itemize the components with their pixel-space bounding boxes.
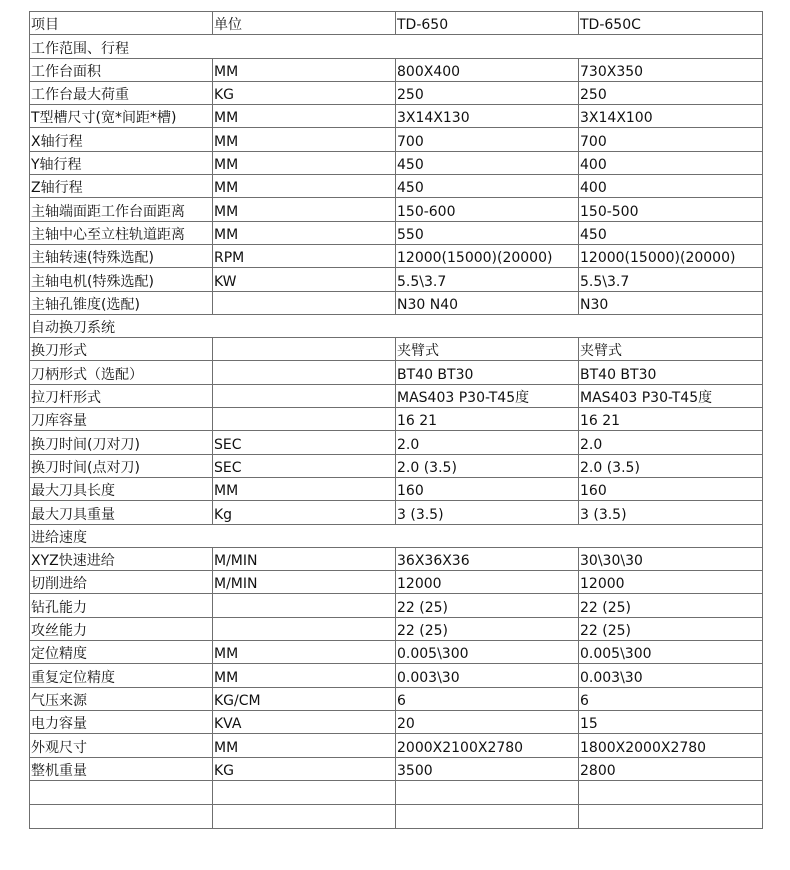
row-value-b: 400 xyxy=(579,151,763,174)
table-row xyxy=(30,687,763,710)
row-value-a: MAS403 P30-T45度 xyxy=(396,384,579,407)
row-value-a: 250 xyxy=(396,81,579,104)
row-unit: MM xyxy=(213,477,396,500)
row-value-a: 36X36X36 xyxy=(396,547,579,570)
blank-cell xyxy=(213,804,396,828)
blank-cell xyxy=(396,804,579,828)
header-model-a: TD-650 xyxy=(396,12,579,35)
row-item: 主轴转速(特殊选配) xyxy=(30,244,213,267)
table-row xyxy=(30,151,763,174)
row-item: 换刀时间(点对刀) xyxy=(30,454,213,477)
row-unit xyxy=(213,384,396,407)
row-value-a: 450 xyxy=(396,151,579,174)
row-unit: Kg xyxy=(213,501,396,524)
row-value-b: 250 xyxy=(579,81,763,104)
row-value-a: 3500 xyxy=(396,757,579,780)
blank-cell xyxy=(30,780,213,804)
row-value-a: 22 (25) xyxy=(396,594,579,617)
row-unit xyxy=(213,617,396,640)
row-value-a: 3 (3.5) xyxy=(396,501,579,524)
row-unit: MM xyxy=(213,151,396,174)
table-row xyxy=(30,734,763,757)
row-item: 最大刀具重量 xyxy=(30,501,213,524)
section-title: 工作范围、行程 xyxy=(30,35,763,58)
blank-cell xyxy=(30,804,213,828)
table-row xyxy=(30,710,763,733)
section-row xyxy=(30,314,763,337)
row-item: Y轴行程 xyxy=(30,151,213,174)
row-value-a: 2.0 xyxy=(396,431,579,454)
row-item: 主轴中心至立柱轨道距离 xyxy=(30,221,213,244)
row-unit: KVA xyxy=(213,710,396,733)
row-value-b: 22 (25) xyxy=(579,594,763,617)
row-value-a: N30 N40 xyxy=(396,291,579,314)
row-value-a: 700 xyxy=(396,128,579,151)
row-value-a: 3X14X130 xyxy=(396,105,579,128)
table-row xyxy=(30,757,763,780)
row-unit: MM xyxy=(213,105,396,128)
row-item: 工作台面积 xyxy=(30,58,213,81)
row-value-a: 12000(15000)(20000) xyxy=(396,244,579,267)
row-value-b: 2.0 (3.5) xyxy=(579,454,763,477)
row-item: 拉刀杆形式 xyxy=(30,384,213,407)
row-unit: SEC xyxy=(213,431,396,454)
row-unit: MM xyxy=(213,221,396,244)
row-value-a: BT40 BT30 xyxy=(396,361,579,384)
row-value-b: MAS403 P30-T45度 xyxy=(579,384,763,407)
section-row xyxy=(30,524,763,547)
table-row xyxy=(30,268,763,291)
row-value-b: 12000(15000)(20000) xyxy=(579,244,763,267)
row-value-b: 6 xyxy=(579,687,763,710)
row-unit xyxy=(213,291,396,314)
table-row xyxy=(30,58,763,81)
table-row xyxy=(30,454,763,477)
table-row xyxy=(30,244,763,267)
header-unit: 单位 xyxy=(213,12,396,35)
row-value-b: 700 xyxy=(579,128,763,151)
table-row xyxy=(30,198,763,221)
row-value-b: 0.005\300 xyxy=(579,641,763,664)
table-row xyxy=(30,431,763,454)
row-value-a: 2.0 (3.5) xyxy=(396,454,579,477)
row-item: 外观尺寸 xyxy=(30,734,213,757)
row-item: Z轴行程 xyxy=(30,175,213,198)
row-unit: MM xyxy=(213,175,396,198)
row-value-a: 150-600 xyxy=(396,198,579,221)
row-item: 定位精度 xyxy=(30,641,213,664)
table-row xyxy=(30,617,763,640)
table-row xyxy=(30,384,763,407)
blank-row xyxy=(30,804,763,828)
blank-cell xyxy=(213,780,396,804)
row-item: 换刀形式 xyxy=(30,338,213,361)
row-value-b: 450 xyxy=(579,221,763,244)
row-value-b: 160 xyxy=(579,477,763,500)
row-unit: MM xyxy=(213,664,396,687)
row-value-b: 3X14X100 xyxy=(579,105,763,128)
table-row xyxy=(30,361,763,384)
row-value-a: 2000X2100X2780 xyxy=(396,734,579,757)
row-unit: KW xyxy=(213,268,396,291)
row-unit: MM xyxy=(213,58,396,81)
row-value-a: 450 xyxy=(396,175,579,198)
row-item: 工作台最大荷重 xyxy=(30,81,213,104)
row-value-b: BT40 BT30 xyxy=(579,361,763,384)
table-row xyxy=(30,175,763,198)
row-unit: KG xyxy=(213,757,396,780)
row-value-b: 16 21 xyxy=(579,408,763,431)
row-value-b: 3 (3.5) xyxy=(579,501,763,524)
row-value-b: 0.003\30 xyxy=(579,664,763,687)
table-row xyxy=(30,664,763,687)
row-item: 刀柄形式（选配） xyxy=(30,361,213,384)
row-unit xyxy=(213,408,396,431)
table-row xyxy=(30,571,763,594)
row-item: 重复定位精度 xyxy=(30,664,213,687)
row-item: 电力容量 xyxy=(30,710,213,733)
table-row xyxy=(30,221,763,244)
row-unit xyxy=(213,361,396,384)
row-value-b: 夹臂式 xyxy=(579,338,763,361)
header-model-b: TD-650C xyxy=(579,12,763,35)
row-item: 整机重量 xyxy=(30,757,213,780)
row-unit: SEC xyxy=(213,454,396,477)
row-item: X轴行程 xyxy=(30,128,213,151)
row-unit xyxy=(213,338,396,361)
row-value-b: 150-500 xyxy=(579,198,763,221)
row-value-a: 550 xyxy=(396,221,579,244)
row-value-b: 30\30\30 xyxy=(579,547,763,570)
row-item: 最大刀具长度 xyxy=(30,477,213,500)
row-unit: M/MIN xyxy=(213,571,396,594)
table-row xyxy=(30,105,763,128)
blank-cell xyxy=(579,780,763,804)
row-item: 换刀时间(刀对刀) xyxy=(30,431,213,454)
spec-table xyxy=(29,11,763,829)
table-row xyxy=(30,594,763,617)
header-item: 项目 xyxy=(30,12,213,35)
table-row xyxy=(30,128,763,151)
row-unit: KG/CM xyxy=(213,687,396,710)
table-row xyxy=(30,501,763,524)
table-row xyxy=(30,547,763,570)
table-row xyxy=(30,408,763,431)
table-row xyxy=(30,81,763,104)
row-value-a: 6 xyxy=(396,687,579,710)
row-item: 主轴孔锥度(选配) xyxy=(30,291,213,314)
row-value-a: 22 (25) xyxy=(396,617,579,640)
row-item: T型槽尺寸(宽*间距*槽) xyxy=(30,105,213,128)
row-item: 主轴端面距工作台面距离 xyxy=(30,198,213,221)
row-value-a: 0.005\300 xyxy=(396,641,579,664)
row-unit: M/MIN xyxy=(213,547,396,570)
row-value-b: 22 (25) xyxy=(579,617,763,640)
section-title: 进给速度 xyxy=(30,524,763,547)
row-item: 攻丝能力 xyxy=(30,617,213,640)
row-value-a: 160 xyxy=(396,477,579,500)
row-item: 切削进给 xyxy=(30,571,213,594)
row-value-b: 1800X2000X2780 xyxy=(579,734,763,757)
row-value-b: 5.5\3.7 xyxy=(579,268,763,291)
row-item: 刀库容量 xyxy=(30,408,213,431)
table-row xyxy=(30,641,763,664)
row-value-b: 400 xyxy=(579,175,763,198)
section-row xyxy=(30,35,763,58)
row-item: 主轴电机(特殊选配) xyxy=(30,268,213,291)
table-row xyxy=(30,291,763,314)
row-value-a: 800X400 xyxy=(396,58,579,81)
row-value-a: 20 xyxy=(396,710,579,733)
row-value-b: 12000 xyxy=(579,571,763,594)
row-value-a: 0.003\30 xyxy=(396,664,579,687)
blank-row xyxy=(30,780,763,804)
header-row xyxy=(30,12,763,35)
row-unit: MM xyxy=(213,641,396,664)
row-item: 钻孔能力 xyxy=(30,594,213,617)
row-value-a: 5.5\3.7 xyxy=(396,268,579,291)
row-value-a: 16 21 xyxy=(396,408,579,431)
section-title: 自动换刀系统 xyxy=(30,314,763,337)
row-value-a: 夹臂式 xyxy=(396,338,579,361)
table-row xyxy=(30,477,763,500)
row-value-a: 12000 xyxy=(396,571,579,594)
blank-cell xyxy=(396,780,579,804)
spec-body xyxy=(30,35,763,829)
row-item: XYZ快速进给 xyxy=(30,547,213,570)
row-value-b: 2800 xyxy=(579,757,763,780)
row-unit: RPM xyxy=(213,244,396,267)
row-value-b: N30 xyxy=(579,291,763,314)
row-unit: MM xyxy=(213,128,396,151)
row-value-b: 2.0 xyxy=(579,431,763,454)
row-item: 气压来源 xyxy=(30,687,213,710)
row-unit: MM xyxy=(213,198,396,221)
row-value-b: 15 xyxy=(579,710,763,733)
row-unit: MM xyxy=(213,734,396,757)
row-unit xyxy=(213,594,396,617)
row-value-b: 730X350 xyxy=(579,58,763,81)
blank-cell xyxy=(579,804,763,828)
row-unit: KG xyxy=(213,81,396,104)
table-row xyxy=(30,338,763,361)
